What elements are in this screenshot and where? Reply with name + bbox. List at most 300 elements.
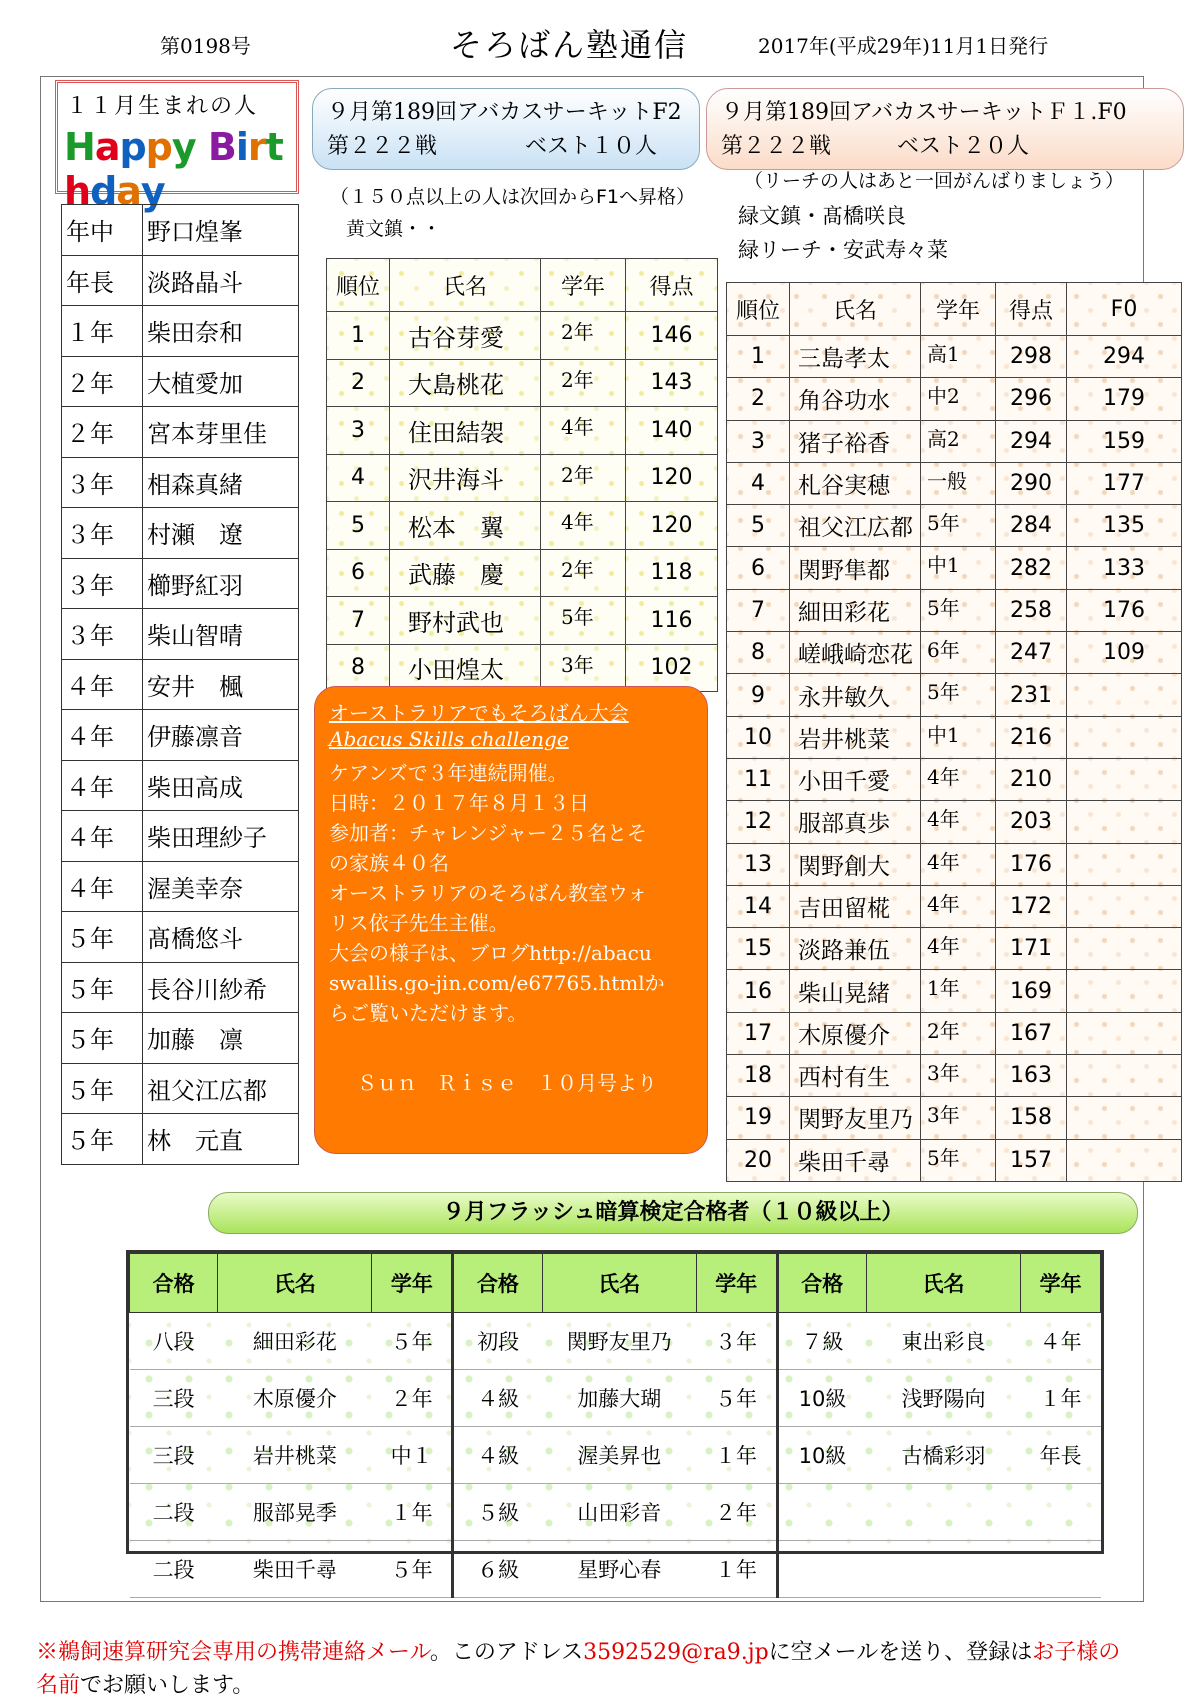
table-row (727, 420, 1182, 462)
f1-name: 淡路兼伍 (790, 928, 921, 970)
birthday-heading: １１月生まれの人 (66, 94, 259, 119)
col-score: 得点 (996, 283, 1067, 336)
birthday-grade: ５年 (62, 1114, 143, 1165)
f1-f0 (1067, 1139, 1182, 1181)
birthday-grade: ３年 (62, 508, 143, 559)
birthday-name: 安井 楓 (143, 659, 299, 710)
f1-rank: 6 (727, 547, 790, 589)
table-row (727, 1012, 1182, 1054)
table-row (727, 336, 1182, 378)
f1-name: 関野創大 (790, 843, 921, 885)
flash-grade: １年 (372, 1484, 453, 1541)
flash-col-grade: 学年 (1021, 1254, 1101, 1313)
birthday-row (62, 811, 299, 862)
f2-title: ９月第189回アバカスサーキットF2 (327, 100, 682, 125)
f1-award-2: 緑リーチ・安武寿々菜 (738, 238, 948, 262)
news-line: ケアンズで３年連続開催。 (329, 761, 568, 785)
news-line: Abacus Skills challenge (329, 727, 569, 751)
f2-grade: 5年 (541, 597, 626, 645)
birthday-letter: B (207, 125, 236, 169)
flash-name: 星野心春 (542, 1541, 696, 1598)
footer-text: 。このアドレス (429, 1640, 584, 1665)
f1-f0 (1067, 1055, 1182, 1097)
footer-text: でお願いします。 (80, 1673, 255, 1698)
birthday-letter: y (171, 125, 196, 169)
table-row (727, 378, 1182, 420)
flash-grade: １年 (696, 1541, 777, 1598)
birthday-row (62, 609, 299, 660)
f1-rank: 3 (727, 420, 790, 462)
birthday-letter: t (265, 125, 283, 169)
f1-rank: 18 (727, 1055, 790, 1097)
f1-f0: 133 (1067, 547, 1182, 589)
f1-score: 290 (996, 462, 1067, 504)
f1-rank: 7 (727, 589, 790, 631)
flash-grade (1021, 1484, 1101, 1541)
birthday-letter: a (116, 169, 141, 213)
f1-f0 (1067, 758, 1182, 800)
birthday-name: 祖父江広都 (143, 1063, 299, 1114)
f1-rank: 12 (727, 801, 790, 843)
birthday-name: 淡路晶斗 (143, 255, 299, 306)
f1-name: 吉田留椛 (790, 885, 921, 927)
table-row (727, 758, 1182, 800)
table-row (727, 928, 1182, 970)
news-line: らご覧いただけます。 (329, 1001, 528, 1025)
f1-award-1: 緑文鎮・髙橋咲良 (738, 204, 906, 228)
f2-grade: 2年 (541, 359, 626, 407)
f2-name: 古谷芽愛 (390, 312, 541, 360)
birthday-row (62, 710, 299, 761)
flash-level: 三段 (130, 1427, 218, 1484)
f1-score: 163 (996, 1055, 1067, 1097)
flash-grade: 年長 (1021, 1427, 1101, 1484)
birthday-letter: h (64, 169, 91, 213)
birthday-name: 柴田奈和 (143, 306, 299, 357)
birthday-row (62, 1114, 299, 1165)
table-row (727, 885, 1182, 927)
f1-grade: 1年 (921, 970, 996, 1012)
flash-name: 浅野陽向 (866, 1370, 1020, 1427)
footer-mail-label: ※鵜飼速算研究会専用の携帯連絡メール (36, 1640, 430, 1665)
table-row (327, 407, 718, 455)
flash-level: ６級 (453, 1541, 542, 1598)
f2-score: 120 (626, 454, 718, 502)
f1-grade: 一般 (921, 462, 996, 504)
news-line: オーストラリアのそろばん教室ウォ (329, 881, 648, 905)
birthday-row (62, 1013, 299, 1064)
f1-rank: 8 (727, 632, 790, 674)
f1-score: 284 (996, 505, 1067, 547)
birthday-row (62, 760, 299, 811)
flash-grade (1021, 1541, 1101, 1598)
f1-f0 (1067, 970, 1182, 1012)
flash-col-name: 氏名 (866, 1254, 1020, 1313)
birthday-grade: ５年 (62, 912, 143, 963)
birthday-letter: y (140, 169, 165, 213)
birthday-row (62, 861, 299, 912)
birthday-grade: ２年 (62, 407, 143, 458)
flash-col-name: 氏名 (218, 1254, 372, 1313)
f2-rank: 2 (327, 359, 390, 407)
birthday-row (62, 558, 299, 609)
f1-name: 角谷功水 (790, 378, 921, 420)
birthday-letter: p (119, 125, 146, 169)
birthday-row (62, 205, 299, 256)
f1-f0: 109 (1067, 632, 1182, 674)
flash-name: 関野友里乃 (542, 1313, 696, 1370)
table-row (727, 1139, 1182, 1181)
table-row (727, 462, 1182, 504)
birthday-grade: ３年 (62, 558, 143, 609)
birthday-name: 渥美幸奈 (143, 861, 299, 912)
flash-grade: ２年 (372, 1370, 453, 1427)
f1-f0: 179 (1067, 378, 1182, 420)
f2-name: 沢井海斗 (390, 454, 541, 502)
f1-grade: 5年 (921, 589, 996, 631)
f1-f0 (1067, 1012, 1182, 1054)
f1-grade: 6年 (921, 632, 996, 674)
table-row (130, 1370, 1101, 1427)
table-row (327, 597, 718, 645)
f1-rank: 17 (727, 1012, 790, 1054)
news-line: 大会の様子は、ブログhttp://abacu (329, 941, 652, 965)
f1-name: 永井敏久 (790, 674, 921, 716)
f2-subtitle: 第２２２戦 ベスト１０人 (327, 134, 658, 159)
flash-col-level: 合格 (777, 1254, 866, 1313)
col-rank: 順位 (727, 283, 790, 336)
flash-col-grade: 学年 (372, 1254, 453, 1313)
f1-name: 猪子裕香 (790, 420, 921, 462)
f1-ranking-table (726, 282, 1182, 1182)
news-line: 参加者：チャレンジャー２５名とそ (329, 821, 647, 845)
f1-rank: 1 (727, 336, 790, 378)
f2-award: 黄文鎮・・ (346, 218, 442, 240)
flash-name: 山田彩音 (542, 1484, 696, 1541)
f2-note: （１５０点以上の人は次回からF1へ昇格） (330, 186, 696, 208)
birthday-letter: p (145, 125, 172, 169)
news-line: リス依子先生主催。 (329, 911, 509, 935)
table-row (727, 632, 1182, 674)
happy-birthday-logo (64, 125, 296, 213)
f1-f0: 159 (1067, 420, 1182, 462)
flash-name: 岩井桃菜 (218, 1427, 372, 1484)
table-row (130, 1484, 1101, 1541)
f1-rank: 16 (727, 970, 790, 1012)
flash-name: 細田彩花 (218, 1313, 372, 1370)
flash-grade: １年 (696, 1427, 777, 1484)
flash-col-grade: 学年 (696, 1254, 777, 1313)
f1-rank: 9 (727, 674, 790, 716)
australia-news-box (314, 686, 708, 1154)
flash-grade: ２年 (696, 1484, 777, 1541)
flash-col-level: 合格 (130, 1254, 218, 1313)
flash-level: 三段 (130, 1370, 218, 1427)
f2-name: 武藤 慶 (390, 549, 541, 597)
f1-score: 169 (996, 970, 1067, 1012)
flash-grade: ５年 (372, 1541, 453, 1598)
flash-col-name: 氏名 (542, 1254, 696, 1313)
news-line: Ｓｕｎ Ｒｉｓｅ １０月号より (337, 1071, 657, 1095)
f1-rank: 20 (727, 1139, 790, 1181)
col-score: 得点 (626, 259, 718, 312)
f1-name: 札谷実穂 (790, 462, 921, 504)
f2-rank: 7 (327, 597, 390, 645)
col-f0: F0 (1067, 283, 1182, 336)
flash-name (866, 1484, 1020, 1541)
page-title: そろばん塾通信 (450, 26, 689, 64)
table-row (727, 505, 1182, 547)
f1-f0: 177 (1067, 462, 1182, 504)
flash-level: ４級 (453, 1427, 542, 1484)
f1-rank: 10 (727, 716, 790, 758)
f1-grade: 4年 (921, 801, 996, 843)
f1-f0 (1067, 928, 1182, 970)
flash-col-level: 合格 (453, 1254, 542, 1313)
f2-grade: 2年 (541, 454, 626, 502)
f1-grade: 高2 (921, 420, 996, 462)
f1-name: 祖父江広都 (790, 505, 921, 547)
birthday-name: 柴田高成 (143, 760, 299, 811)
f1-grade: 中1 (921, 716, 996, 758)
f1-grade: 4年 (921, 843, 996, 885)
f1-name: 関野友里乃 (790, 1097, 921, 1139)
f1-name: 西村有生 (790, 1055, 921, 1097)
footer-note (36, 1636, 1196, 1702)
f1-header-box (706, 88, 1184, 170)
f2-rank: 8 (327, 644, 390, 692)
issue-date: 2017年(平成29年)11月1日発行 (758, 34, 1049, 58)
f1-name: 三島孝太 (790, 336, 921, 378)
birthday-letter (196, 125, 208, 169)
f1-subtitle: 第２２２戦 ベスト２０人 (721, 134, 1030, 159)
flash-name: 柴田千尋 (218, 1541, 372, 1598)
flash-level: 八段 (130, 1313, 218, 1370)
birthday-name: 林 元直 (143, 1114, 299, 1165)
flash-name: 木原優介 (218, 1370, 372, 1427)
birthday-grade: ３年 (62, 457, 143, 508)
f1-rank: 11 (727, 758, 790, 800)
table-row (727, 1097, 1182, 1139)
f1-f0 (1067, 843, 1182, 885)
f1-name: 柴山晃緒 (790, 970, 921, 1012)
f1-score: 167 (996, 1012, 1067, 1054)
f1-grade: 5年 (921, 674, 996, 716)
birthday-name: 長谷川紗希 (143, 962, 299, 1013)
f2-grade: 2年 (541, 549, 626, 597)
table-row (727, 547, 1182, 589)
f1-name: 小田千愛 (790, 758, 921, 800)
table-row (327, 312, 718, 360)
footer-address[interactable]: 3592529@ra9.jp (583, 1640, 769, 1665)
birthday-grade: １年 (62, 306, 143, 357)
birthday-name: 大植愛加 (143, 356, 299, 407)
f1-name: 岩井桃菜 (790, 716, 921, 758)
birthday-letter: i (235, 125, 248, 169)
birthday-table (61, 204, 299, 1165)
table-row (727, 716, 1182, 758)
f1-grade: 4年 (921, 885, 996, 927)
f1-rank: 15 (727, 928, 790, 970)
f2-rank: 4 (327, 454, 390, 502)
table-row (727, 1055, 1182, 1097)
f1-f0 (1067, 1097, 1182, 1139)
birthday-row (62, 407, 299, 458)
f1-name: 嵯峨崎恋花 (790, 632, 921, 674)
f2-score: 116 (626, 597, 718, 645)
f1-f0: 176 (1067, 589, 1182, 631)
birthday-row (62, 457, 299, 508)
birthday-grade: 年長 (62, 255, 143, 306)
table-row (727, 801, 1182, 843)
f1-rank: 5 (727, 505, 790, 547)
flash-grade: 中１ (372, 1427, 453, 1484)
table-row (327, 644, 718, 692)
f1-score: 231 (996, 674, 1067, 716)
news-line: swallis.go-jin.com/e67765.htmlか (329, 971, 665, 995)
birthday-grade: ５年 (62, 962, 143, 1013)
flash-level: 二段 (130, 1484, 218, 1541)
birthday-name: 柴山智晴 (143, 609, 299, 660)
birthday-row (62, 508, 299, 559)
f1-f0: 294 (1067, 336, 1182, 378)
f1-note: （リーチの人はあと一回がんばりましょう） (744, 170, 1125, 192)
birthday-name: 加藤 凛 (143, 1013, 299, 1064)
birthday-name: 相森真緒 (143, 457, 299, 508)
birthday-letter: r (247, 125, 266, 169)
f1-score: 171 (996, 928, 1067, 970)
f1-grade: 高1 (921, 336, 996, 378)
table-row (327, 359, 718, 407)
flash-results-table (129, 1253, 1101, 1598)
flash-grade: ５年 (696, 1370, 777, 1427)
flash-name: 古橋彩羽 (866, 1427, 1020, 1484)
birthday-letter: d (90, 169, 117, 213)
birthday-grade: ３年 (62, 609, 143, 660)
flash-level: 二段 (130, 1541, 218, 1598)
f1-score: 158 (996, 1097, 1067, 1139)
birthday-grade: 年中 (62, 205, 143, 256)
birthday-grade: ５年 (62, 1013, 143, 1064)
flash-name (866, 1541, 1020, 1598)
flash-name: 加藤大瑚 (542, 1370, 696, 1427)
flash-name: 渥美昇也 (542, 1427, 696, 1484)
birthday-grade: ５年 (62, 1063, 143, 1114)
f2-score: 140 (626, 407, 718, 455)
f2-rank: 6 (327, 549, 390, 597)
f1-f0 (1067, 674, 1182, 716)
birthday-row (62, 306, 299, 357)
f2-score: 146 (626, 312, 718, 360)
birthday-letter: a (94, 125, 120, 169)
table-row (327, 502, 718, 550)
footer-name: 名前 (36, 1673, 81, 1698)
flash-level: ４級 (453, 1370, 542, 1427)
f1-score: 258 (996, 589, 1067, 631)
birthday-name: 櫛野紅羽 (143, 558, 299, 609)
table-row (130, 1427, 1101, 1484)
flash-level: 10級 (777, 1427, 866, 1484)
flash-table-frame (126, 1250, 1104, 1582)
f1-score: 216 (996, 716, 1067, 758)
birthday-grade: ２年 (62, 356, 143, 407)
birthday-row (62, 962, 299, 1013)
f1-rank: 4 (727, 462, 790, 504)
f2-grade: 3年 (541, 644, 626, 692)
birthday-grade: ４年 (62, 861, 143, 912)
table-row (727, 970, 1182, 1012)
f1-score: 282 (996, 547, 1067, 589)
flash-level: 初段 (453, 1313, 542, 1370)
news-line: オーストラリアでもそろばん大会 (329, 701, 629, 725)
birthday-name: 伊藤凛音 (143, 710, 299, 761)
birthday-name: 髙橋悠斗 (143, 912, 299, 963)
f2-name: 松本 翼 (390, 502, 541, 550)
table-row (327, 549, 718, 597)
f2-score: 120 (626, 502, 718, 550)
flash-grade: ３年 (696, 1313, 777, 1370)
flash-grade: １年 (1021, 1370, 1101, 1427)
birthday-grade: ４年 (62, 710, 143, 761)
birthday-name: 野口煌峯 (143, 205, 299, 256)
col-name: 氏名 (790, 283, 921, 336)
f1-rank: 19 (727, 1097, 790, 1139)
f2-score: 102 (626, 644, 718, 692)
f2-name: 大島桃花 (390, 359, 541, 407)
f1-score: 247 (996, 632, 1067, 674)
f1-grade: 3年 (921, 1097, 996, 1139)
birthday-row (62, 1063, 299, 1114)
f2-score: 143 (626, 359, 718, 407)
f2-grade: 4年 (541, 407, 626, 455)
f2-header-box (312, 88, 700, 170)
birthday-grade: ４年 (62, 760, 143, 811)
issue-number: 第0198号 (160, 34, 251, 58)
table-row (727, 674, 1182, 716)
flash-level: 10級 (777, 1370, 866, 1427)
f2-name: 小田煌太 (390, 644, 541, 692)
f1-name: 木原優介 (790, 1012, 921, 1054)
f1-score: 176 (996, 843, 1067, 885)
col-rank: 順位 (327, 259, 390, 312)
flash-title: ９月フラッシュ暗算検定合格者（１０級以上） (208, 1192, 1138, 1234)
birthday-grade: ４年 (62, 659, 143, 710)
birthday-letter: H (64, 125, 95, 169)
birthday-name: 村瀬 遼 (143, 508, 299, 559)
flash-level (777, 1541, 866, 1598)
f1-name: 柴田千尋 (790, 1139, 921, 1181)
f2-ranking-table (326, 258, 718, 692)
f1-grade: 4年 (921, 758, 996, 800)
f1-grade: 5年 (921, 505, 996, 547)
f1-f0 (1067, 885, 1182, 927)
f1-score: 172 (996, 885, 1067, 927)
flash-grade: ５年 (372, 1313, 453, 1370)
f2-name: 野村武也 (390, 597, 541, 645)
f1-grade: 3年 (921, 1055, 996, 1097)
f1-score: 294 (996, 420, 1067, 462)
flash-level: ７級 (777, 1313, 866, 1370)
footer-child: お子様の (1032, 1640, 1121, 1665)
f1-f0 (1067, 801, 1182, 843)
table-row (727, 589, 1182, 631)
flash-name: 服部晃季 (218, 1484, 372, 1541)
f1-grade: 2年 (921, 1012, 996, 1054)
f2-score: 118 (626, 549, 718, 597)
news-line: 日時：２０１７年８月１３日 (329, 791, 589, 815)
f1-rank: 13 (727, 843, 790, 885)
f1-rank: 2 (727, 378, 790, 420)
